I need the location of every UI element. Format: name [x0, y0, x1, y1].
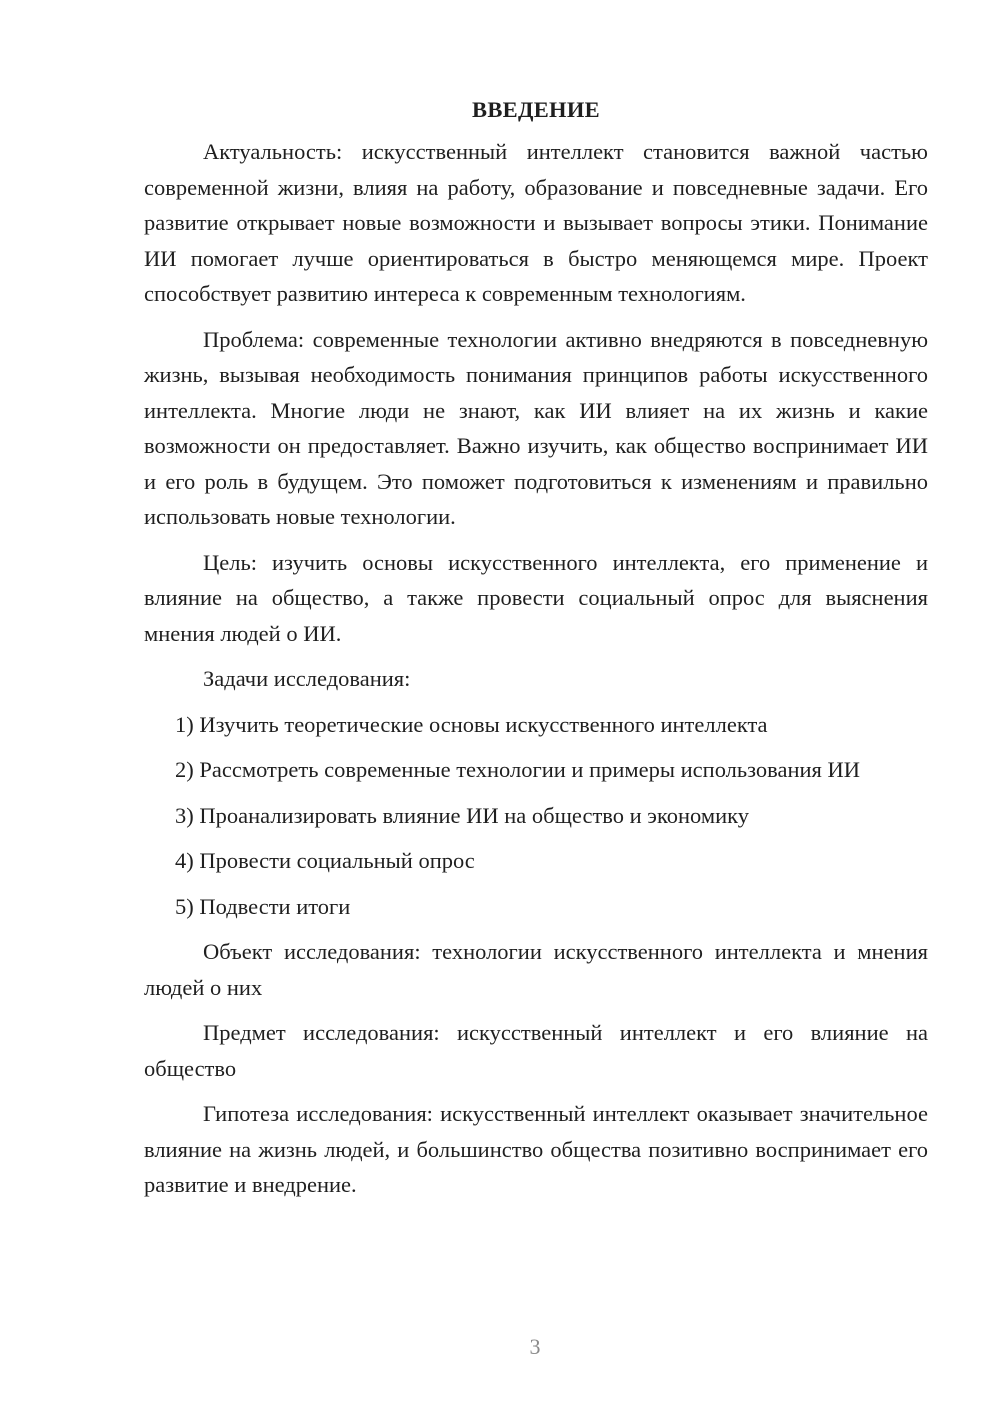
- paragraph-hypothesis: Гипотеза исследования: искусственный интеллект оказывает значительное влияние на жизнь людей, и большинство общества позитивно воспринимает его развитие и внедрение.: [144, 1101, 928, 1197]
- paragraph-object: Объект исследования: технологии искусственного интеллекта и мнения людей о них: [144, 939, 928, 1000]
- tasks-heading: Задачи исследования:: [203, 666, 411, 691]
- paragraph-relevance: Актуальность: искусственный интеллект становится важной частью современной жизни, влияя на работу, образование и повседневные задачи. Его развитие открывает новые возможности и вызывает вопросы этики. Понимание ИИ помогает лучше ориентироваться в быстро меняющемся мире. Проект способствует развитию интереса к современным технологиям.: [144, 139, 928, 306]
- page-number: 3: [529, 1334, 541, 1359]
- paragraph-subject: Предмет исследования: искусственный интеллект и его влияние на общество: [144, 1020, 928, 1081]
- section-title: ВВЕДЕНИЕ: [472, 97, 600, 122]
- paragraph-problem: Проблема: современные технологии активно внедряются в повседневную жизнь, вызывая необходимость понимания принципов работы искусственного интеллекта. Многие люди не знают, как ИИ влияет на их жизнь и какие возможности он предоставляет. Важно изучить, как общество воспринимает ИИ и его роль в будущем. Это поможет подготовиться к изменениям и правильно использовать новые технологии.: [144, 326, 928, 529]
- tasks-list: [144, 707, 928, 925]
- list-item: 1) Изучить теоретические основы искусственного интеллекта: [175, 711, 768, 737]
- list-item: 2) Рассмотреть современные технологии и примеры использования ИИ: [175, 757, 861, 782]
- list-item: 3) Проанализировать влияние ИИ на общество и экономику: [175, 802, 749, 828]
- list-item: 4) Провести социальный опрос: [175, 848, 475, 873]
- page-content: [144, 96, 928, 1203]
- paragraph-goal: Цель: изучить основы искусственного интеллекта, его применение и влияние на общество, а также провести социальный опрос для выяснения мнения людей о ИИ.: [144, 549, 928, 646]
- list-item: 5) Подвести итоги: [175, 893, 351, 919]
